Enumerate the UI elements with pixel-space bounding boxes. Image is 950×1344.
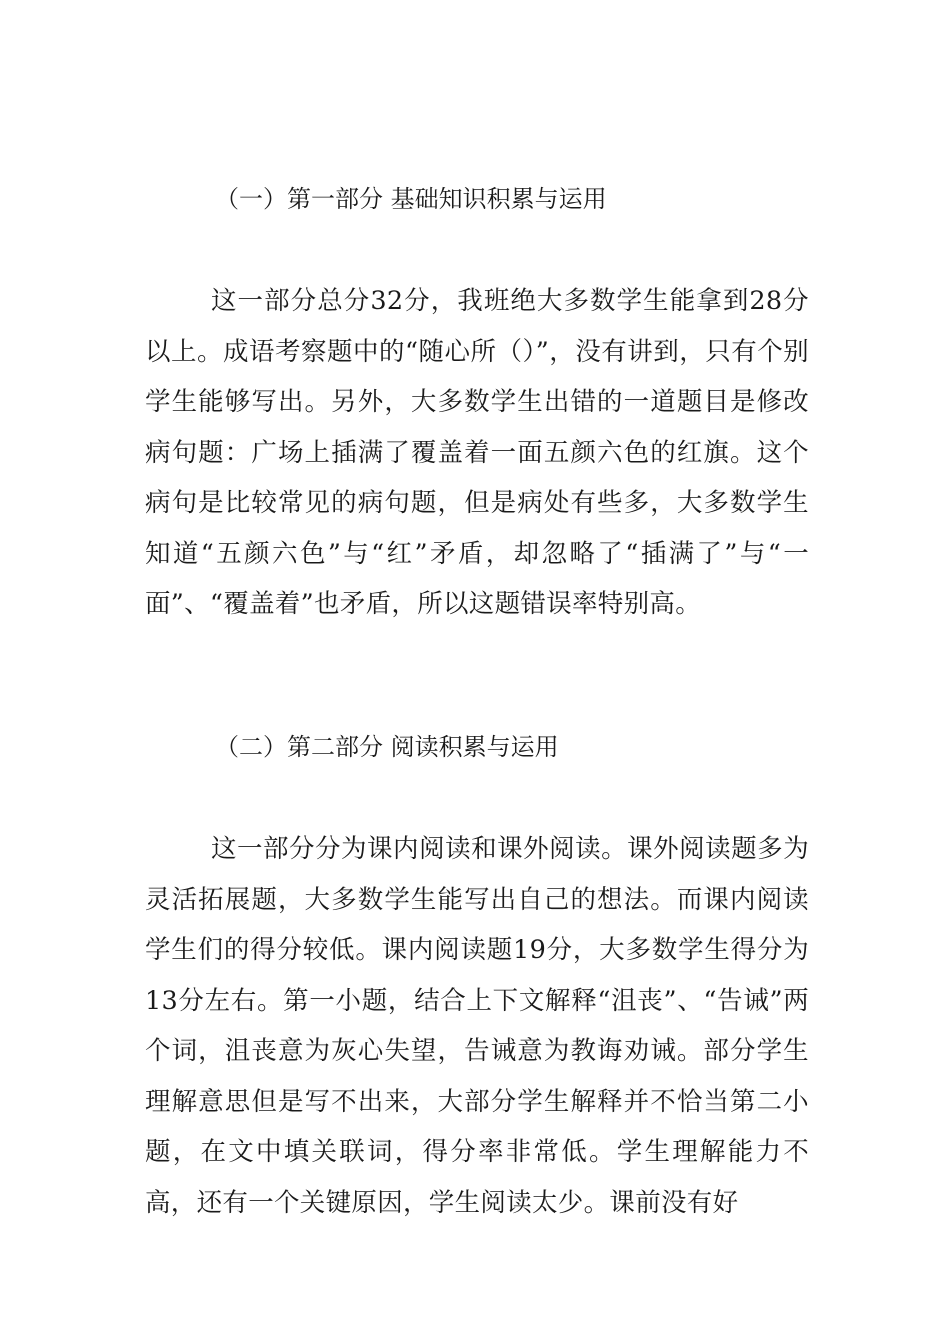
section-2-paragraph: 这一部分分为课内阅读和课外阅读。课外阅读题多为灵活拓展题，大多数学生能写出自己的想法。而课内阅读学生们的得分较低。课内阅读题19分，大多数学生得分为13分左右。第一小题，结合上下文解释“沮丧”、“告诫”两个词，沮丧意为灰心失望，告诫意为教诲劝诫。部分学生理解意思但是写不出来，大部分学生解释并不恰当第二小题，在文中填关联词，得分率非常低。学生理解能力不高，还有一个关键原因，学生阅读太少。课前没有好 [145, 834, 809, 1218]
section-2-heading: （二）第二部分 阅读积累与运用 [215, 733, 559, 761]
section-1-paragraph: 这一部分总分32分，我班绝大多数学生能拿到28分以上。成语考察题中的“随心所（）”，没有讲到，只有个别学生能够写出。另外，大多数学生出错的一道题目是修改病句题：广场上插满了覆盖着一面五颜六色的红旗。这个病句是比较常见的病句题，但是病处有些多，大多数学生知道“五颜六色”与“红”矛盾，却忽略了“插满了”与“一面”、“覆盖着”也矛盾，所以这题错误率特别高。 [145, 286, 809, 619]
section-1-heading: （一）第一部分 基础知识积累与运用 [215, 185, 607, 213]
